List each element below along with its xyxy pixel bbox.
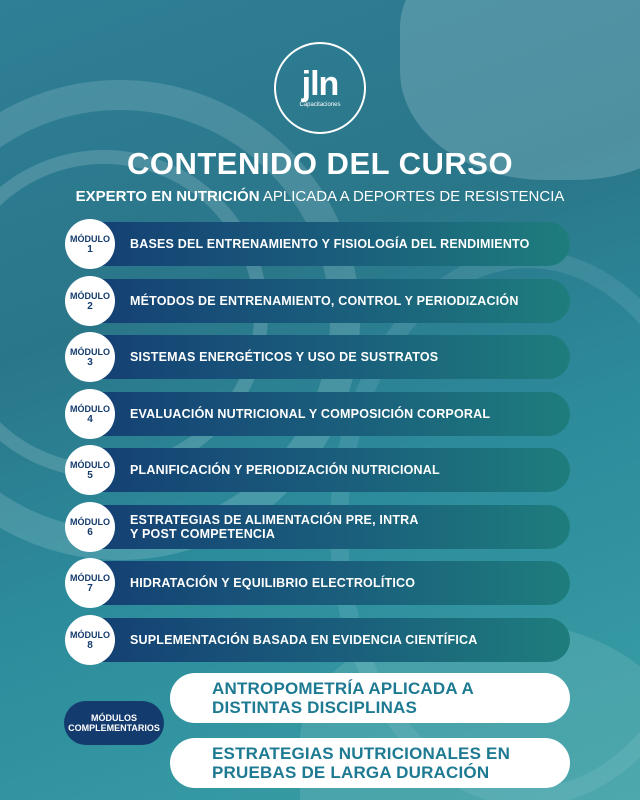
module-row (65, 561, 570, 605)
module-badge-number: 3 (87, 356, 93, 368)
module-badge (65, 389, 115, 439)
module-title (130, 237, 530, 251)
module-title-line1: EVALUACIÓN NUTRICIONAL Y COMPOSICIÓN CORPORAL (130, 407, 491, 421)
module-badge-word: MÓDULO (70, 572, 110, 583)
module-badge-word: MÓDULO (70, 403, 110, 414)
module-title (130, 576, 415, 590)
module-title-line1: HIDRATACIÓN Y EQUILIBRIO ELECTROLÍTICO (130, 576, 416, 590)
complementary-module-title-line1: ANTROPOMETRÍA APLICADA A (212, 679, 474, 698)
module-badge-number: 6 (87, 526, 93, 538)
module-row (65, 335, 570, 379)
module-bar (85, 279, 570, 323)
complementary-module-card (170, 673, 570, 723)
module-badge-number: 1 (87, 243, 93, 255)
subtitle-bold: EXPERTO EN NUTRICIÓN (75, 188, 260, 205)
module-title (130, 633, 477, 647)
module-badge-number: 4 (87, 413, 93, 425)
complementary-module-title (212, 744, 510, 782)
module-row (65, 392, 570, 436)
page-title: CONTENIDO DEL CURSO (126, 146, 514, 181)
page-subtitle (0, 188, 640, 205)
module-title (130, 407, 490, 421)
module-row (65, 448, 570, 492)
module-badge (65, 615, 115, 665)
complementary-module-title (212, 679, 474, 717)
subtitle-rest: APLICADA A DEPORTES DE RESISTENCIA (259, 188, 565, 205)
module-badge (65, 219, 115, 269)
module-title (130, 350, 438, 364)
module-badge (65, 445, 115, 495)
module-badge-number: 8 (87, 639, 93, 651)
complementary-label-line1: MÓDULOS (91, 713, 137, 723)
module-row (65, 505, 570, 549)
module-title-line1: PLANIFICACIÓN Y PERIODIZACIÓN NUTRICIONAL (130, 463, 440, 477)
module-badge-word: MÓDULO (70, 459, 110, 470)
module-badge-number: 7 (87, 582, 93, 594)
module-bar (85, 618, 570, 662)
module-title-line1: MÉTODOS DE ENTRENAMIENTO, CONTROL Y PERIODIZACIÓN (130, 294, 519, 308)
module-title-line1: SISTEMAS ENERGÉTICOS Y USO DE SUSTRATOS (130, 350, 439, 364)
module-badge (65, 558, 115, 608)
module-title (130, 513, 419, 541)
module-badge-word: MÓDULO (70, 346, 110, 357)
module-badge-number: 2 (87, 300, 93, 312)
module-badge (65, 276, 115, 326)
module-bar (85, 561, 570, 605)
module-bar (85, 448, 570, 492)
module-badge-word: MÓDULO (70, 233, 110, 244)
module-badge-word: MÓDULO (70, 290, 110, 301)
complementary-modules-badge (64, 701, 164, 745)
module-bar (85, 222, 570, 266)
complementary-module-title-line1: ESTRATEGIAS NUTRICIONALES EN (212, 744, 511, 763)
module-title-line1: BASES DEL ENTRENAMIENTO Y FISIOLOGÍA DEL RENDIMIENTO (130, 237, 530, 251)
complementary-label-line2: COMPLEMENTARIOS (68, 723, 160, 733)
module-title-line2: Y POST COMPETENCIA (130, 527, 276, 541)
module-badge (65, 332, 115, 382)
module-badge-word: MÓDULO (70, 629, 110, 640)
complementary-module-title-line2: DISTINTAS DISCIPLINAS (212, 698, 418, 717)
complementary-module-title-line2: PRUEBAS DE LARGA DURACIÓN (212, 763, 490, 782)
module-title (130, 463, 440, 477)
module-row (65, 618, 570, 662)
module-title (130, 294, 519, 308)
module-row (65, 222, 570, 266)
module-bar (85, 335, 570, 379)
module-row (65, 279, 570, 323)
module-badge-number: 5 (87, 469, 93, 481)
module-title-line1: ESTRATEGIAS DE ALIMENTACIÓN PRE, INTRA (130, 513, 419, 527)
logo-caption: Capacitaciones (299, 102, 341, 108)
module-badge (65, 502, 115, 552)
module-bar (85, 505, 570, 549)
module-bar (85, 392, 570, 436)
complementary-module-card (170, 738, 570, 788)
module-title-line1: SUPLEMENTACIÓN BASADA EN EVIDENCIA CIENTÍFICA (130, 633, 478, 647)
brand-logo (274, 42, 366, 134)
module-badge-word: MÓDULO (70, 516, 110, 527)
logo-mark: jln (301, 65, 339, 103)
